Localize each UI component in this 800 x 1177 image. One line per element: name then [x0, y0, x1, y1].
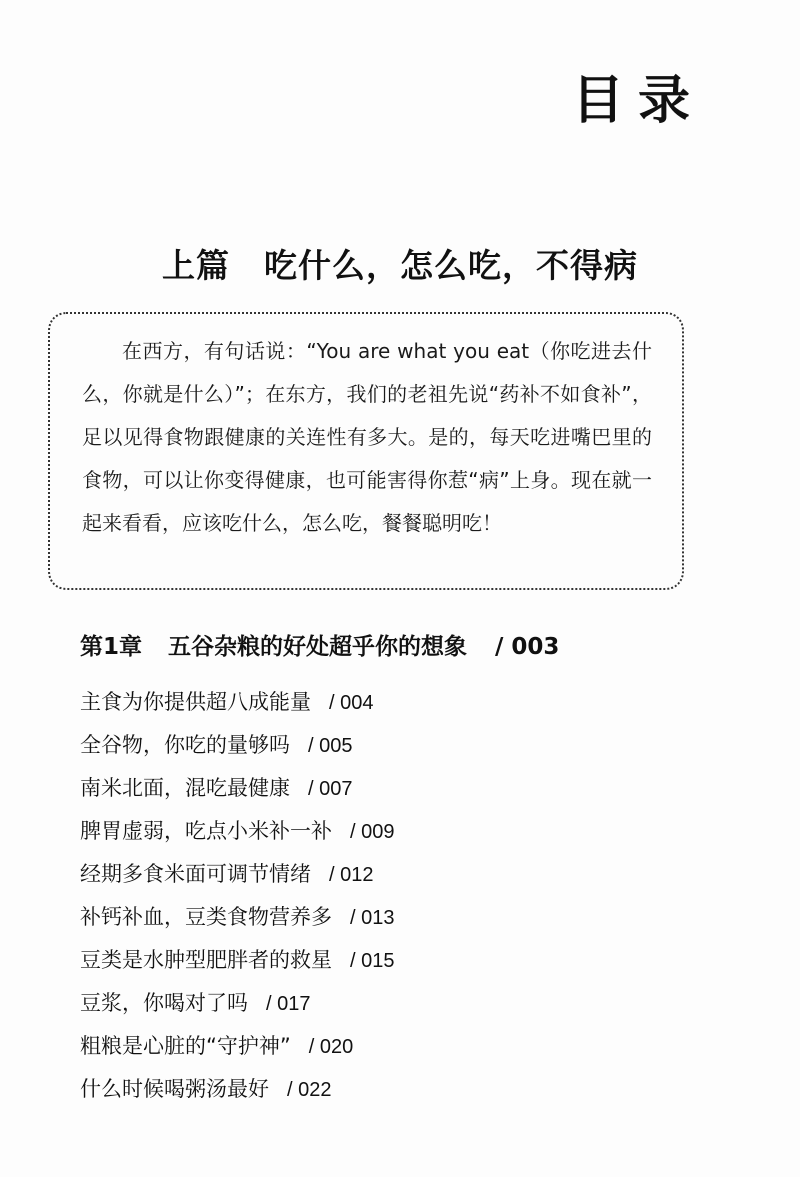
toc-entry-title: 经期多食米面可调节情绪 — [80, 862, 311, 886]
toc-entry[interactable] — [80, 724, 394, 767]
toc-entry[interactable] — [80, 982, 394, 1025]
toc-entry-title: 豆浆，你喝对了吗 — [80, 991, 248, 1015]
toc-entry[interactable] — [80, 939, 394, 982]
page-title: 目录 — [571, 71, 704, 131]
toc-entry-title: 脾胃虚弱，吃点小米补一补 — [80, 819, 332, 843]
toc-entry-page: / 022 — [287, 1079, 332, 1101]
intro-text: 在西方，有句话说：“You are what you eat（你吃进去什么，你就是什么）”；在东方，我们的老祖先说“药补不如食补”，足以见得食物跟健康的关连性有多大。是的，每天吃进嘴巴里的食物，可以让你变得健康，也可能害得你惹“病”上身。现在就一起来看看，应该吃什么，怎么吃，餐餐聪明吃！ — [82, 339, 652, 535]
toc-entry-page: / 005 — [308, 735, 353, 757]
chapter-title: 五谷杂粮的好处超乎你的想象 — [168, 634, 468, 660]
toc-entry-page: / 015 — [350, 950, 395, 972]
toc-entry-page: / 012 — [329, 864, 374, 886]
toc-entry-page: / 013 — [350, 907, 395, 929]
toc-entry-title: 南米北面，混吃最健康 — [80, 776, 290, 800]
toc-entry-title: 全谷物，你吃的量够吗 — [80, 733, 290, 757]
toc-entry[interactable] — [80, 681, 394, 724]
toc-entry-title: 粗粮是心脏的“守护神” — [80, 1034, 291, 1058]
toc-entry[interactable] — [80, 810, 394, 853]
toc-entry-page: / 017 — [266, 993, 311, 1015]
toc-entry-title: 补钙补血，豆类食物营养多 — [80, 905, 332, 929]
toc-entry-page: / 009 — [350, 821, 395, 843]
toc-entry-page: / 020 — [308, 1036, 354, 1058]
toc-entry[interactable] — [80, 896, 394, 939]
toc-entry[interactable] — [80, 767, 394, 810]
toc-entry-page: / 004 — [329, 692, 374, 714]
chapter-page-number: / 003 — [495, 634, 560, 660]
toc-entry-title: 什么时候喝粥汤最好 — [80, 1077, 269, 1101]
toc-list — [80, 681, 394, 1111]
part-title: 上篇 吃什么，怎么吃，不得病 — [162, 246, 638, 285]
toc-entry[interactable] — [80, 1068, 394, 1111]
toc-entry[interactable] — [80, 853, 394, 896]
toc-entry-page: / 007 — [308, 778, 353, 800]
toc-entry-title: 主食为你提供超八成能量 — [80, 690, 311, 714]
toc-entry-title: 豆类是水肿型肥胖者的救星 — [80, 948, 332, 972]
toc-entry[interactable] — [80, 1025, 394, 1068]
chapter-heading[interactable] — [80, 628, 559, 661]
chapter-label: 第1章 — [80, 634, 143, 660]
intro-box — [48, 312, 684, 590]
